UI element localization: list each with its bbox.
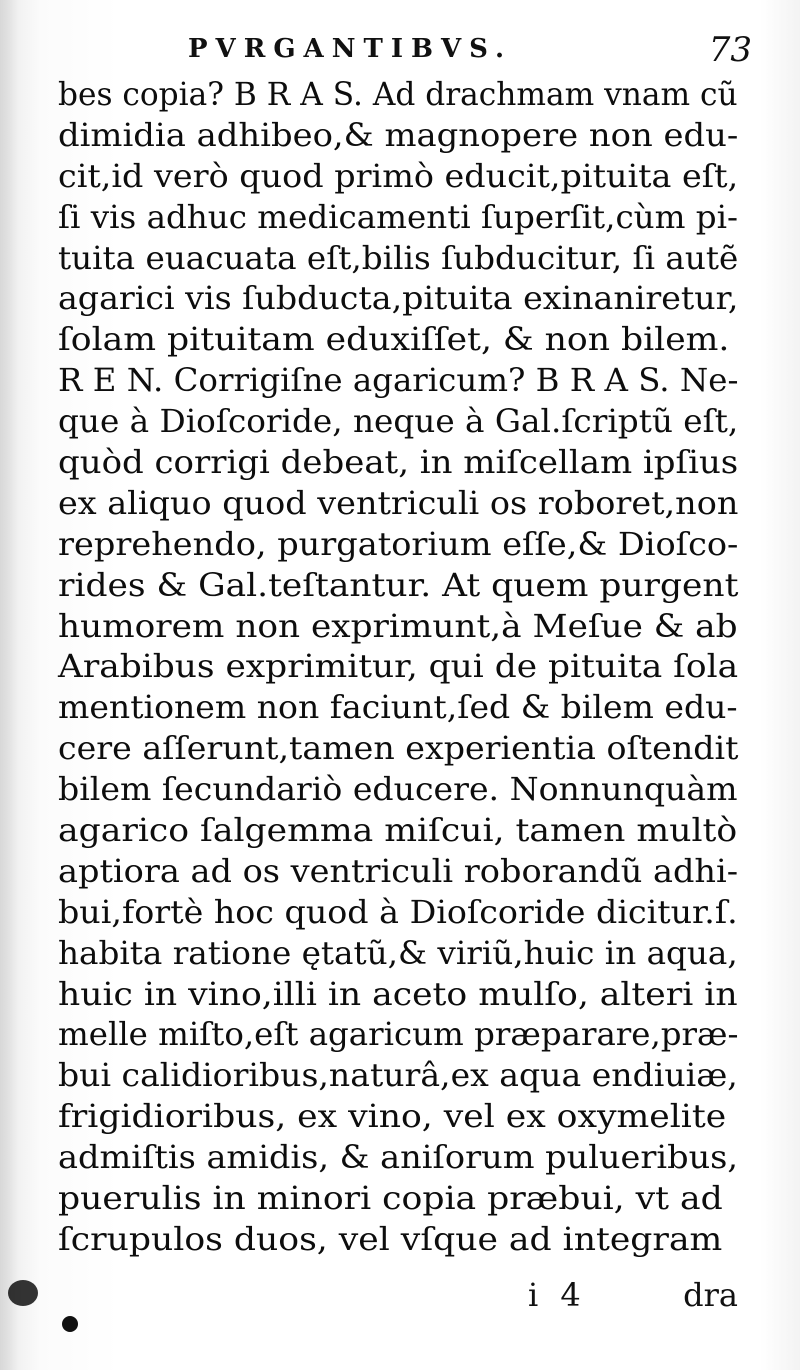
running-head [60, 30, 760, 70]
ink-dot [62, 1316, 78, 1332]
text-line: mentionem non faciunt,ſed & bilem edu- [58, 688, 738, 727]
text-line: puerulis in minori copia præbui, vt ad [58, 1179, 723, 1218]
ink-blot [8, 1280, 38, 1306]
text-line: ſcrupulos duos, vel vſque ad integram [58, 1219, 723, 1258]
text-line: reprehendo, purgatorium eſſe,& Dioſco- [58, 524, 739, 563]
text-line: habita ratione ętatũ,& viriũ,huic in aqua, [58, 933, 738, 972]
text-line: frigidioribus, ex vino, vel ex oxymelite [58, 1097, 727, 1136]
text-line: agarici vis ſubducta,pituita exinaniretur, [58, 279, 739, 318]
text-line: melle miſto,eſt agaricum præparare,præ- [58, 1015, 739, 1054]
text-line: humorem non exprimunt,à Meſue & ab [58, 606, 738, 645]
text-line: admiſtis amidis, & aniſorum pulueribus, [58, 1138, 739, 1177]
text-line: cit,id verò quod primò educit,pituita eſt, [58, 156, 739, 195]
text-line: rides & Gal.teſtantur. At quem purgent [58, 565, 739, 604]
text-line: agarico ſalgemma miſcui, tamen multò [58, 811, 738, 850]
text-line: tuita euacuata eſt,bilis ſubducitur, ſi autẽ [58, 238, 739, 277]
text-line: huic in vino,illi in aceto mulſo, alteri in [58, 974, 738, 1013]
text-line: dimidia adhibeo,& magnopere non edu- [58, 115, 739, 154]
text-line: cere aſſerunt,tamen experientia oſtendit [58, 729, 739, 768]
text-line: ſi vis adhuc medicamenti ſuperſit,cùm pi- [58, 197, 739, 236]
text-line: Arabibus exprimitur, qui de pituita ſola [58, 647, 739, 686]
page-footer [58, 1276, 738, 1320]
body-text [58, 74, 738, 1260]
text-line: aptiora ad os ventriculi roborandũ adhi- [58, 851, 739, 890]
text-line: bui calidioribus,naturâ,ex aqua endiuiæ, [58, 1056, 738, 1095]
gutter-shadow [0, 0, 18, 1370]
text-line: bilem ſecundariò educere. Nonnunquàm [58, 770, 738, 809]
text-line: quòd corrigi debeat, in miſcellam ipſius [58, 443, 739, 482]
text-line: bui,fortè hoc quod à Dioſcoride dicitur.ſ. [58, 892, 738, 931]
text-line: bes copia? B R A S. Ad drachmam vnam cũ [58, 75, 738, 113]
page-number: 73 [708, 30, 752, 70]
text-line: R E N. Corrigiſne agaricum? B R A S. Ne- [58, 361, 739, 400]
text-line: que à Dioſcoride, neque à Gal.ſcriptũ eſt, [58, 402, 739, 441]
running-head-title: PVRGANTIBVS. [188, 34, 513, 64]
text-line: ſolam pituitam eduxiſſet, & non bilem. [58, 320, 730, 359]
signature-mark: i 4 [528, 1276, 587, 1314]
catchword: dra [683, 1276, 738, 1314]
text-line: ex aliquo quod ventriculi os roboret,non [58, 483, 739, 522]
